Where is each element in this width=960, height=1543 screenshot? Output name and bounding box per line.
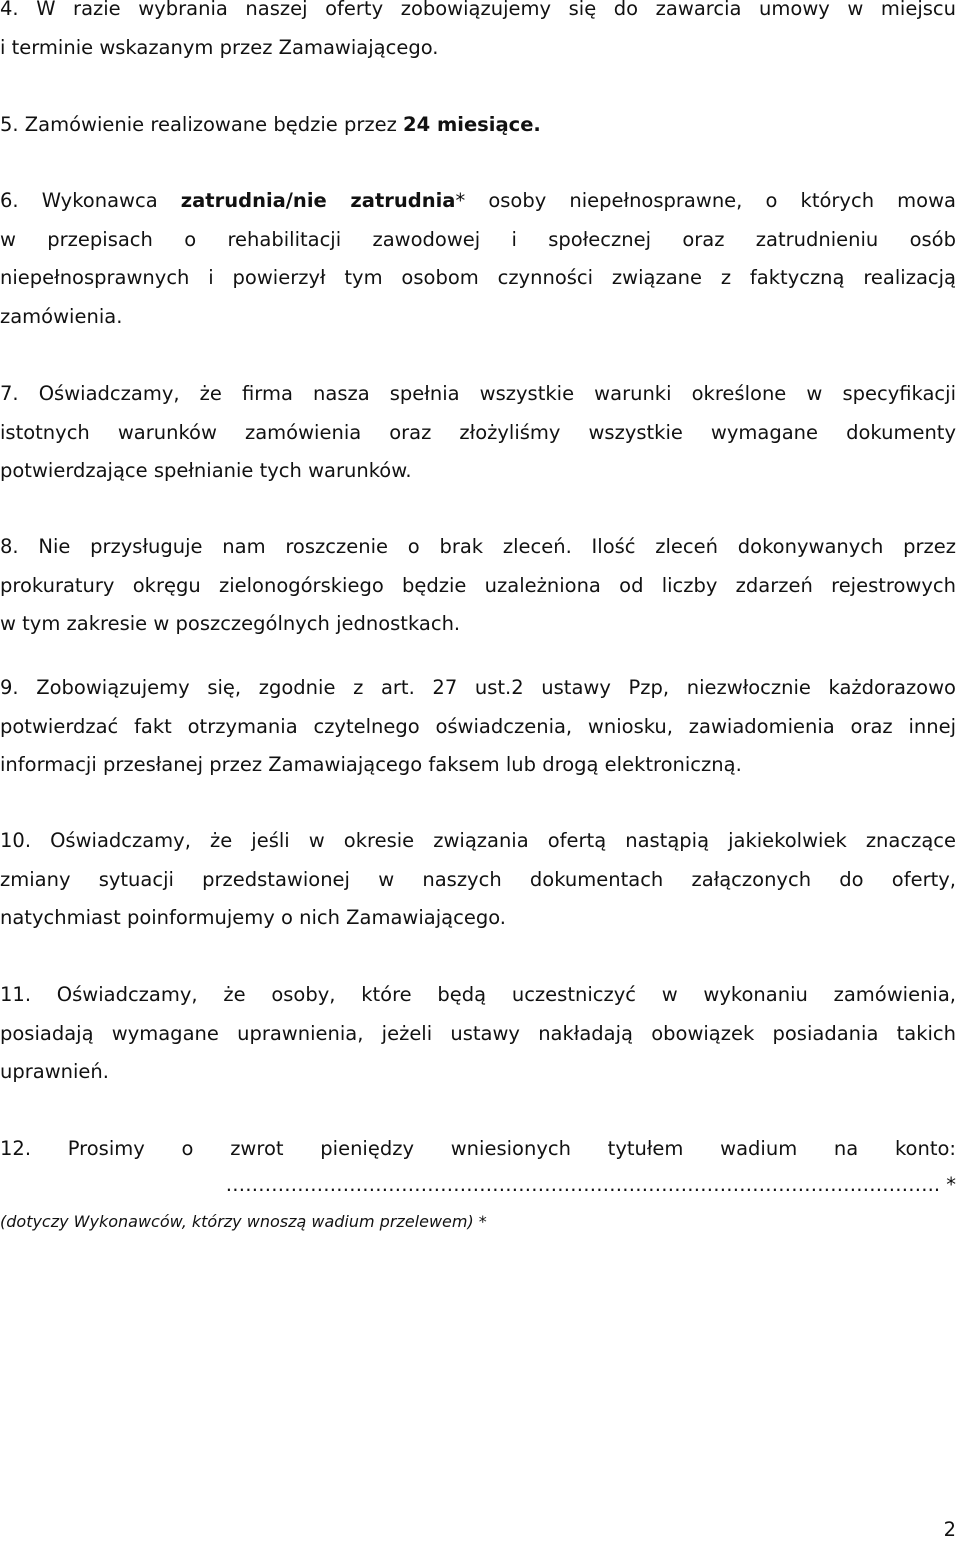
paragraph-12: [0, 1130, 956, 1169]
paragraph-7-line-3: potwierdzające spełnianie tych warunków.: [0, 459, 412, 482]
paragraph-10-line-1: 10. Oświadczamy, że jeśli w okresie związania ofertą nastąpią jakiekolwiek znaczące: [0, 829, 956, 852]
page-number: 2: [943, 1518, 956, 1541]
paragraph-5-duration: 24 miesiące: [403, 113, 534, 136]
paragraph-8-line-3: w tym zakresie w poszczególnych jednostkach.: [0, 612, 461, 635]
paragraph-6-line-2: w przepisach o rehabilitacji zawodowej i społecznej oraz zatrudnieniu osób: [0, 227, 956, 251]
paragraph-6-line-4: zamówienia.: [0, 304, 123, 328]
paragraph-10: [0, 822, 956, 938]
paragraph-6-line-3: niepełnosprawnych i powierzył tym osobom czynności związane z faktyczną realizacją: [0, 266, 956, 289]
paragraph-4-line-1: 4. W razie wybrania naszej oferty zobowiązujemy się do zawarcia umowy w miejscu: [0, 0, 956, 20]
paragraph-5-line-1: [0, 106, 956, 145]
paragraph-11: [0, 976, 956, 1092]
paragraph-8-line-2: prokuratury okręgu zielonogórskiego będzie uzależniona od liczby zdarzeń rejestrowych: [0, 573, 956, 597]
footnote-wadium: (dotyczy Wykonawców, którzy wnoszą wadium przelewem) *: [0, 1212, 487, 1231]
paragraph-7-line-2: istotnych warunków zamówienia oraz złożyliśmy wszystkie wymagane dokumenty: [0, 420, 956, 444]
paragraph-4-line-2: i terminie wskazanym przez Zamawiającego.: [0, 35, 439, 59]
paragraph-11-line-3: uprawnień.: [0, 1060, 109, 1083]
paragraph-6: [0, 182, 956, 336]
paragraph-7-line-1: 7. Oświadczamy, że firma nasza spełnia wszystkie warunki określone w specyfikacji: [0, 382, 956, 405]
paragraph-11-line-1: 11. Oświadczamy, że osoby, które będą uczestniczyć w wykonaniu zamówienia,: [0, 983, 956, 1006]
paragraph-6-option: zatrudnia/nie zatrudnia: [180, 189, 456, 212]
account-number-blank: ……………………………………………………………………………………………….. *: [225, 1173, 956, 1196]
paragraph-5: [0, 106, 956, 145]
paragraph-8: [0, 528, 956, 644]
paragraph-6-intro: 6. Wykonawca: [0, 189, 181, 212]
paragraph-8-line-1: 8. Nie przysługuje nam roszczenie o brak zleceń. Ilość zleceń dokonywanych przez: [0, 535, 956, 558]
paragraph-9-line-2: potwierdzać fakt otrzymania czytelnego oświadczenia, wniosku, zawiadomienia oraz innej: [0, 714, 956, 738]
paragraph-9-line-3: informacji przesłanej przez Zamawiającego faksem lub drogą elektroniczną.: [0, 753, 742, 776]
paragraph-4: [0, 0, 956, 67]
paragraph-6-line-1: [0, 182, 956, 221]
paragraph-10-line-3: natychmiast poinformujemy o nich Zamawiającego.: [0, 906, 507, 929]
paragraph-9: [0, 669, 956, 785]
paragraph-12-line-1: 12. Prosimy o zwrot pieniędzy wniesionych tytułem wadium na konto:: [0, 1137, 956, 1160]
paragraph-5-text: 5. Zamówienie realizowane będzie przez: [0, 113, 404, 136]
paragraph-9-line-1: 9. Zobowiązujemy się, zgodnie z art. 27 ust.2 ustawy Pzp, niezwłocznie każdorazowo: [0, 676, 956, 699]
paragraph-5-period: .: [533, 113, 541, 136]
paragraph-10-line-2: zmiany sytuacji przedstawionej w naszych dokumentach załączonych do oferty,: [0, 867, 956, 891]
paragraph-11-line-2: posiadają wymagane uprawnienia, jeżeli ustawy nakładają obowiązek posiadania takich: [0, 1021, 956, 1045]
paragraph-6-rest: * osoby niepełnosprawne, o których mowa: [455, 189, 956, 212]
paragraph-7: [0, 375, 956, 491]
